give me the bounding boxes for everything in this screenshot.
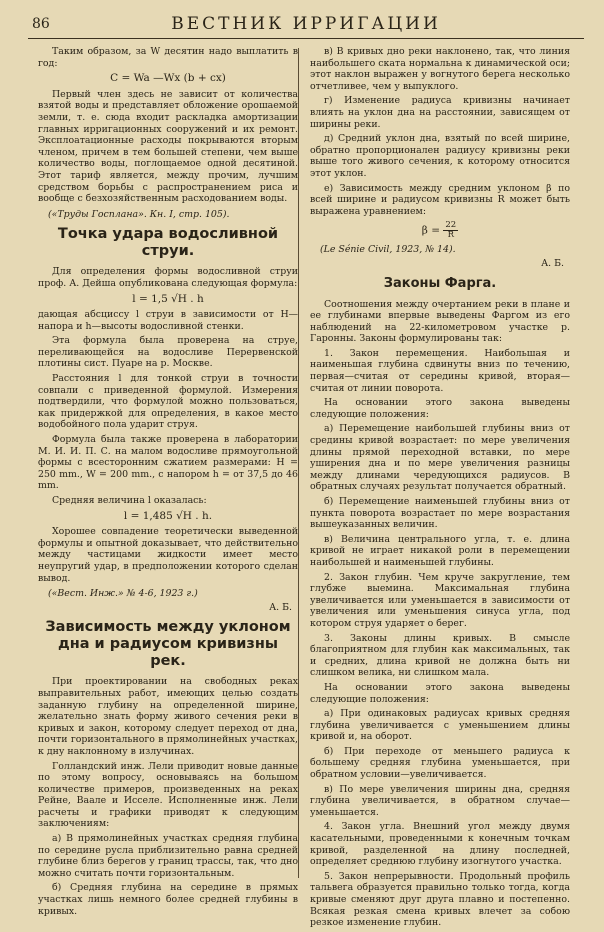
jet-paragraph-7: Хорошее совпадение теоретически выведенной формулы и опытной доказывает, что действительно между частицами жидкости имеет место неупругий удар, в предположении которого сделан вывод. bbox=[38, 526, 298, 584]
jet-formula-1: l = 1,5 √H . h bbox=[132, 292, 204, 305]
slope-paragraph-3: а) В прямолинейных участках средняя глубина по середине русла приблизительно равна средней глубине близ берегов у границ трассы, так, что дно можно считать почти горизонтальным. bbox=[38, 833, 298, 879]
left-column bbox=[38, 46, 298, 920]
slope-paragraph-7: д) Средний уклон дна, взятый по всей ширине, обратно пропорционален радиусу кривизны реки выше того живого сечения, к которому относится этот уклон. bbox=[310, 133, 570, 179]
fargue-paragraph-12: в) По мере увеличения ширины дна, средняя глубина увеличивается, в обратном случае—уменьшается. bbox=[310, 783, 570, 818]
fargue-paragraph-1: Соотношения между очертанием реки в плане и ее глубинами впервые выведены Фаргом из его наблюдений на 22-километровом участке р. Гаронны. Законы формулированы так: bbox=[310, 298, 570, 345]
author-signature-1: А. Б. bbox=[269, 601, 292, 613]
slope-paragraph-4: б) Средняя глубина на середине в прямых участках лишь немного более средней глубины в кривых. bbox=[38, 882, 298, 917]
jet-formula-2: l = 1,485 √H . h. bbox=[123, 509, 213, 522]
right-column bbox=[310, 46, 570, 932]
beta-numerator: 22 bbox=[445, 220, 457, 231]
beta-denominator: R bbox=[447, 230, 454, 241]
article-title-jet-impact: Точка удара водосливной струи. bbox=[57, 226, 279, 260]
fargue-paragraph-2: 1. Закон перемещения. Наибольшая и наименьшая глубина сдвинуты вниз по течению, первая—считая от середины кривой, вторая—считая от линии поворота. bbox=[310, 347, 570, 394]
slope-paragraph-2: Голландский инж. Лели приводит новые данные по этому вопросу, основываясь на большом количестве примеров, произведенных на реках Рейне, Ваале и Исселе. Исполненные инж. Лели расчеты и графики приводят к следующим заключениям: bbox=[38, 760, 298, 830]
article-title-fargue-laws: Законы Фарга. bbox=[383, 275, 497, 291]
slope-paragraph-6: г) Изменение радиуса кривизны начинает влиять на уклон дна на расстоянии, зависящем от ширины реки. bbox=[310, 95, 570, 130]
jet-paragraph-4: Расстояния l для тонкой струи в точности совпали с приведенной формулой. Измерения подтвердили, что формулой можно пользоваться, как придержкой для определения, в какое место водобойного пола ударит струя. bbox=[38, 373, 298, 431]
running-header bbox=[28, 10, 584, 39]
tariff-formula: C = Wa —Wx (b + cx) bbox=[110, 72, 226, 85]
fargue-paragraph-14: 5. Закон непрерывности. Продольный профиль тальвега образуется правильно только тогда, когда кривые сменяют друг друга плавно и постепенно. Всякая резкая смена кривых влечет за собою резкое изменение глубин. bbox=[310, 870, 570, 929]
intro-paragraph-1: Таким образом, за W десятин надо выплатить в год: bbox=[38, 46, 298, 69]
slope-paragraph-8: е) Зависимость между средним уклоном β по всей ширине и радиусом кривизны R может быть выражена уравнением: bbox=[310, 182, 570, 217]
jet-paragraph-5: Формула была также проверена в лаборатории М. И. И. П. С. на малом водосливе прямоугольной формы с всесторонним сжатием размерами: H = 250 mm., W = 200 mm., с напором h = от 37,5 до 46 mm. bbox=[38, 434, 298, 492]
jet-paragraph-2: дающая абсциссу l струи в зависимости от H—напора и h—высоты водосливной стенки. bbox=[38, 309, 298, 332]
source-citation-3: (Le Sénie Civil, 1923, № 14). bbox=[320, 244, 456, 256]
beta-formula bbox=[310, 221, 570, 240]
fargue-paragraph-10: а) При одинаковых радиусах кривых средняя глубина увеличивается с уменьшением длины кривой и, на оборот. bbox=[310, 708, 570, 743]
journal-title: ВЕСТНИК ИРРИГАЦИИ bbox=[171, 14, 441, 34]
source-citation-1: («Труды Госплана». Кн. I, стр. 105). bbox=[48, 208, 230, 220]
slope-paragraph-1: При проектировании на свободных реках выправительных работ, имеющих целью создать заданную глубину на определенной ширине, желательно знать форму живого сечения реки в кривых и закон, которому следует переход от дна, почти горизонтального в прямолинейных участках, к дну наклонному в излучинах. bbox=[38, 676, 298, 757]
fargue-paragraph-3: На основании этого закона выведены следующие положения: bbox=[310, 397, 570, 420]
fargue-paragraph-4: а) Перемещение наибольшей глубины вниз от средины кривой возрастает: по мере увеличения длины прямой переходной вставки, по мере уширения дна и по мере увеличения разницы между длинами чередующихся радиусов. В обратных случаях результат получается обратный. bbox=[310, 423, 570, 493]
fargue-paragraph-5: б) Перемещение наименьшей глубины вниз от пункта поворота возрастает по мере возрастания вышеуказанных величин. bbox=[310, 496, 570, 531]
page-number: 86 bbox=[32, 16, 50, 32]
jet-paragraph-1: Для определения формы водосливной струи проф. А. Дейша опубликована следующая формула: bbox=[38, 266, 298, 289]
column-divider bbox=[298, 48, 299, 878]
beta-fraction bbox=[443, 221, 458, 240]
intro-paragraph-2: Первый член здесь не зависит от количества взятой воды и представляет обложение орошаемой земли, т. е. сюда входит раскладка амортизации главных ирригационных сооружений и их ремонт. Эксплоатационные расходы покрываются вторым членом, причем в тем большей степени, чем выше количество воды, поглощаемое одной десятиной. Этот тариф является, между прочим, лучшим средством борьбы с распространением риса и вообще с безхозяйственным расходованием воды. bbox=[38, 88, 298, 205]
fargue-paragraph-11: б) При переходе от меньшего радиуса к большему средняя глубина уменьшается, при обратном условии—увеличивается. bbox=[310, 745, 570, 781]
jet-paragraph-6: Средняя величина l оказалась: bbox=[52, 495, 207, 506]
author-signature-2: А. Б. bbox=[541, 257, 564, 269]
slope-paragraph-5: в) В кривых дно реки наклонено, так, что линия наибольшего ската нормальна к динамической оси; этот наклон выражен у вогнутого берега несколько отчетливее, чем у выпуклого. bbox=[310, 46, 570, 92]
fargue-paragraph-6: в) Величина центрального угла, т. е. длина кривой не играет никакой роли в перемещении наибольшей и наименьшей глубины. bbox=[310, 533, 570, 568]
fargue-paragraph-7: 2. Закон глубин. Чем круче закругление, тем глубже выемина. Максимальная глубина увеличивается или уменьшается в зависимости от увеличения или уменьшения синуса угла, под котором струя ударяет о берег. bbox=[310, 571, 570, 629]
source-citation-2: («Вест. Инж.» № 4-6, 1923 г.) bbox=[48, 588, 198, 600]
fargue-paragraph-9: На основании этого закона выведены следующие положения: bbox=[310, 681, 570, 705]
article-title-slope-curvature: Зависимость между уклоном дна и радиусом кривизны рек. bbox=[45, 619, 291, 670]
jet-paragraph-3: Эта формула была проверена на струе, переливающейся на водосливе Перервенской плотины сист. Пуаре на р. Москве. bbox=[38, 335, 298, 370]
fargue-paragraph-13: 4. Закон угла. Внешний угол между двумя касательными, проведенными к конечным точкам кривой, разделенной на длину последней, определяет среднюю глубину изогнутого участка. bbox=[310, 821, 570, 868]
beta-formula-lhs: β = bbox=[421, 224, 441, 237]
fargue-paragraph-8: 3. Законы длины кривых. В смысле благоприятном для глубин как максимальных, так и средних, длина кривой не должна быть ни слишком велика, ни слишком мала. bbox=[310, 632, 570, 679]
